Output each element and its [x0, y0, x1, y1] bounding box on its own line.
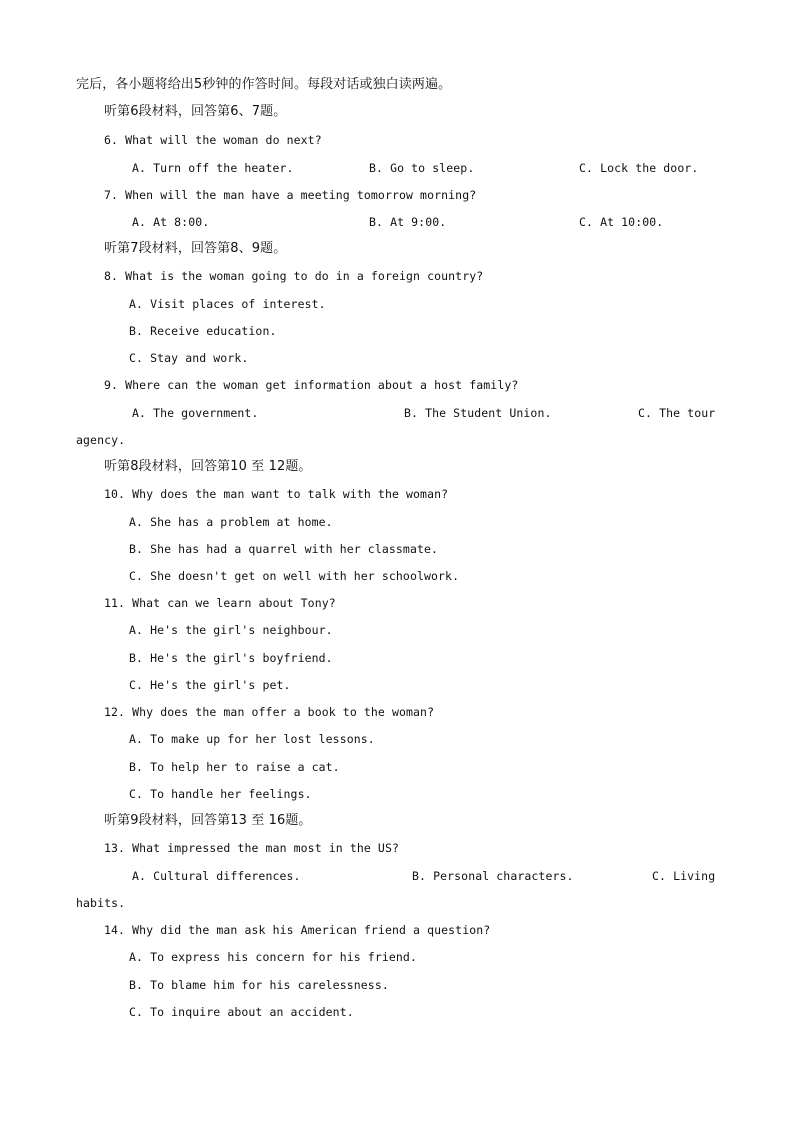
question-6-option-a[interactable]: A. Turn off the heater. — [132, 161, 294, 175]
question-7-stem: 7. When will the man have a meeting tomorrow morning? — [104, 188, 477, 202]
question-7-option-a[interactable]: A. At 8:00. — [132, 215, 210, 229]
question-11-stem: 11. What can we learn about Tony? — [104, 596, 336, 610]
question-12-option-a[interactable]: A. To make up for her lost lessons. — [129, 732, 375, 746]
question-12-stem: 12. Why does the man offer a book to the woman? — [104, 705, 435, 719]
question-10-option-b[interactable]: B. She has had a quarrel with her classmate. — [129, 542, 439, 556]
question-8-stem: 8. What is the woman going to do in a foreign country? — [104, 269, 484, 283]
section-8-heading: 听第8段材料，回答第10 至 12题。 — [104, 459, 312, 474]
section-6-heading: 听第6段材料，回答第6、7题。 — [104, 104, 287, 119]
question-9-option-b[interactable]: B. The Student Union. — [404, 406, 552, 420]
question-13-option-b[interactable]: B. Personal characters. — [412, 869, 574, 883]
question-13-option-a[interactable]: A. Cultural differences. — [132, 869, 301, 883]
question-8-option-b[interactable]: B. Receive education. — [129, 324, 277, 338]
question-13-option-c-continued: habits. — [76, 896, 126, 910]
question-7-option-b[interactable]: B. At 9:00. — [369, 215, 447, 229]
question-12-option-c[interactable]: C. To handle her feelings. — [129, 787, 312, 801]
question-9-option-c-continued: agency. — [76, 433, 126, 447]
question-9-option-c[interactable]: C. The tour — [638, 406, 716, 420]
question-6-option-b[interactable]: B. Go to sleep. — [369, 161, 475, 175]
question-6-stem: 6. What will the woman do next? — [104, 133, 322, 147]
question-14-stem: 14. Why did the man ask his American friend a question? — [104, 923, 491, 937]
question-11-option-a[interactable]: A. He's the girl's neighbour. — [129, 623, 333, 637]
question-9-option-a[interactable]: A. The government. — [132, 406, 259, 420]
question-13-stem: 13. What impressed the man most in the US? — [104, 841, 399, 855]
question-11-option-b[interactable]: B. He's the girl's boyfriend. — [129, 651, 333, 665]
question-14-option-c[interactable]: C. To inquire about an accident. — [129, 1005, 354, 1019]
question-8-option-a[interactable]: A. Visit places of interest. — [129, 297, 326, 311]
question-13-option-c[interactable]: C. Living — [652, 869, 716, 883]
question-9-stem: 9. Where can the woman get information about a host family? — [104, 378, 519, 392]
question-10-option-c[interactable]: C. She doesn't get on well with her schoolwork. — [129, 569, 460, 583]
question-14-option-a[interactable]: A. To express his concern for his friend. — [129, 950, 417, 964]
question-7-option-c[interactable]: C. At 10:00. — [579, 215, 664, 229]
question-8-option-c[interactable]: C. Stay and work. — [129, 351, 249, 365]
question-10-option-a[interactable]: A. She has a problem at home. — [129, 515, 333, 529]
intro-text: 完后，各小题将给出5秒钟的作答时间。每段对话或独白读两遍。 — [76, 77, 452, 92]
question-11-option-c[interactable]: C. He's the girl's pet. — [129, 678, 291, 692]
section-7-heading: 听第7段材料，回答第8、9题。 — [104, 241, 287, 256]
question-10-stem: 10. Why does the man want to talk with the woman? — [104, 487, 449, 501]
question-14-option-b[interactable]: B. To blame him for his carelessness. — [129, 978, 389, 992]
section-9-heading: 听第9段材料，回答第13 至 16题。 — [104, 813, 312, 828]
question-6-option-c[interactable]: C. Lock the door. — [579, 161, 699, 175]
question-12-option-b[interactable]: B. To help her to raise a cat. — [129, 760, 340, 774]
